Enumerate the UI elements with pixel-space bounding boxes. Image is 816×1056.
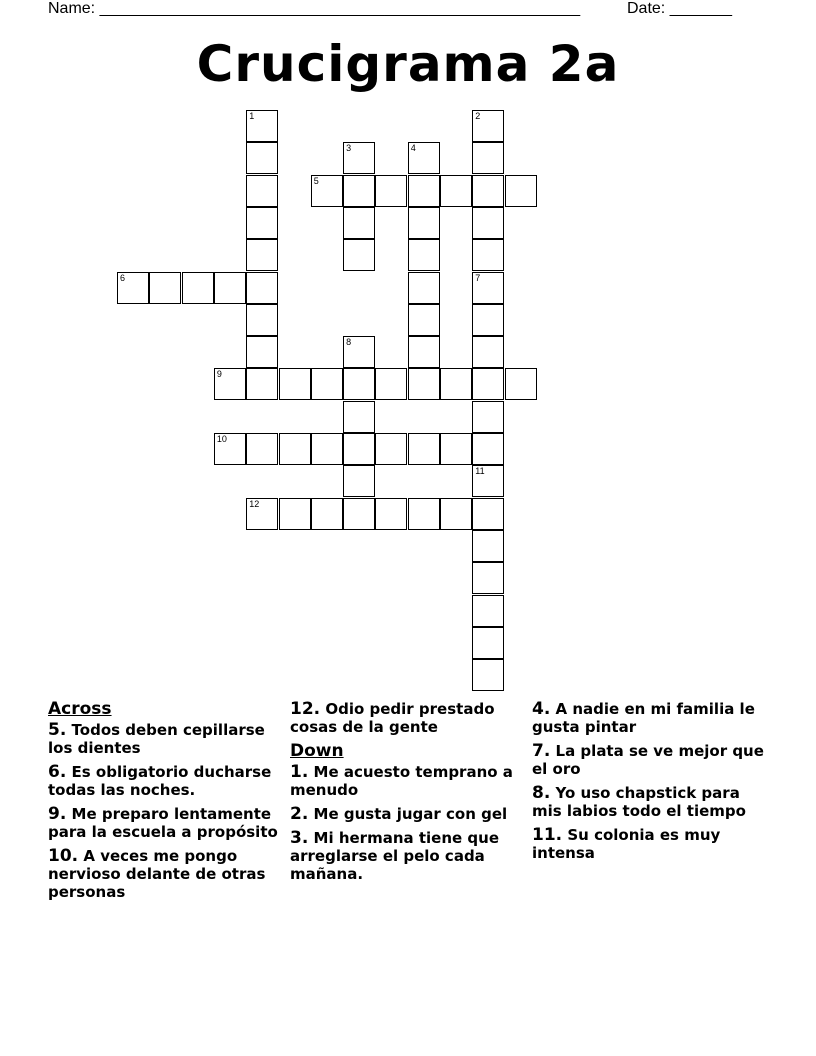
grid-cell[interactable]	[472, 142, 504, 174]
grid-cell[interactable]	[343, 368, 375, 400]
clue-down-4	[532, 700, 772, 736]
grid-cell[interactable]	[472, 659, 504, 691]
grid-cell[interactable]	[408, 498, 440, 530]
cell-number: 7	[475, 272, 481, 283]
clue-across-12	[290, 700, 530, 736]
puzzle-title: Crucigrama 2a	[196, 35, 620, 93]
cell-number: 1	[249, 111, 255, 121]
grid-cell[interactable]	[472, 175, 504, 207]
grid-cell[interactable]	[408, 304, 440, 336]
cell-number: 5	[313, 175, 319, 186]
grid-cell[interactable]	[279, 498, 311, 530]
cell-number: 2	[475, 111, 481, 121]
grid-cell[interactable]	[472, 239, 504, 271]
grid-cell[interactable]	[149, 272, 181, 304]
grid-cell[interactable]	[182, 272, 214, 304]
grid-cell[interactable]	[472, 433, 504, 465]
clue-column-1	[48, 700, 288, 907]
grid-cell[interactable]	[375, 433, 407, 465]
clue-text: Es obligatorio ducharse todas las noches.	[48, 763, 272, 799]
clue-column-3	[532, 700, 772, 868]
grid-cell[interactable]	[343, 336, 375, 368]
clue-text: La plata se ve mejor que el oro	[532, 742, 764, 778]
grid-cell[interactable]	[505, 368, 537, 400]
clue-number: 6.	[48, 762, 67, 782]
cell-number: 4	[410, 143, 416, 154]
grid-cell[interactable]	[246, 207, 278, 239]
grid-cell[interactable]	[246, 175, 278, 207]
grid-cell[interactable]	[246, 433, 278, 465]
clue-number: 8.	[532, 783, 551, 803]
clue-number: 3.	[290, 828, 309, 848]
grid-cell[interactable]	[311, 433, 343, 465]
cell-number: 8	[346, 337, 352, 348]
clue-across-10	[48, 847, 288, 901]
grid-cell[interactable]	[472, 465, 504, 497]
grid-cell[interactable]	[311, 175, 343, 207]
clue-text: A nadie en mi familia le gusta pintar	[532, 700, 755, 736]
grid-cell[interactable]	[472, 562, 504, 594]
grid-cell[interactable]	[246, 368, 278, 400]
cell-number: 3	[346, 143, 352, 154]
grid-cell[interactable]	[440, 368, 472, 400]
cell-number: 10	[216, 434, 227, 444]
grid-cell[interactable]	[214, 368, 246, 400]
clue-down-7	[532, 742, 772, 778]
clue-across-5	[48, 721, 288, 757]
clue-column-2	[290, 700, 530, 889]
grid-cell[interactable]	[472, 498, 504, 530]
grid-cell[interactable]	[246, 336, 278, 368]
grid-cell[interactable]	[343, 207, 375, 239]
grid-cell[interactable]	[246, 304, 278, 336]
grid-cell[interactable]	[343, 239, 375, 271]
grid-cell[interactable]	[408, 272, 440, 304]
grid-cell[interactable]	[279, 433, 311, 465]
clue-text: Yo uso chapstick para mis labios todo el tiempo	[532, 784, 746, 820]
clue-down-1	[290, 763, 530, 799]
clue-text: A veces me pongo nervioso delante de otras personas	[48, 847, 266, 901]
grid-cell[interactable]	[343, 433, 375, 465]
grid-cell[interactable]	[505, 175, 537, 207]
clue-text: Su colonia es muy intensa	[532, 826, 721, 862]
grid-cell[interactable]	[408, 142, 440, 174]
cell-number: 6	[120, 272, 126, 283]
clue-number: 1.	[290, 762, 309, 782]
grid-cell[interactable]	[214, 433, 246, 465]
clue-number: 11.	[532, 825, 563, 845]
grid-cell[interactable]	[246, 498, 278, 530]
grid-cell[interactable]	[311, 368, 343, 400]
grid-cell[interactable]	[246, 239, 278, 271]
grid-cell[interactable]	[343, 401, 375, 433]
grid-cell[interactable]	[408, 239, 440, 271]
grid-cell[interactable]	[408, 433, 440, 465]
across-heading: Across	[48, 699, 112, 719]
grid-cell[interactable]	[408, 336, 440, 368]
name-field-label: Name: ______________________________________________________	[48, 0, 581, 17]
grid-cell[interactable]	[117, 272, 149, 304]
grid-cell[interactable]	[311, 498, 343, 530]
clue-down-8	[532, 784, 772, 820]
clue-number: 9.	[48, 804, 67, 824]
cell-number: 9	[216, 369, 222, 380]
clue-number: 2.	[290, 804, 309, 824]
down-heading: Down	[290, 741, 344, 761]
grid-cell[interactable]	[408, 207, 440, 239]
grid-cell[interactable]	[343, 465, 375, 497]
clue-number: 10.	[48, 846, 79, 866]
grid-cell[interactable]	[472, 530, 504, 562]
clue-text: Mi hermana tiene que arreglarse el pelo cada mañana.	[290, 829, 499, 883]
clue-number: 12.	[290, 699, 321, 719]
clue-number: 5.	[48, 720, 67, 740]
grid-cell[interactable]	[472, 401, 504, 433]
grid-cell[interactable]	[472, 110, 504, 142]
grid-cell[interactable]	[246, 272, 278, 304]
grid-cell[interactable]	[472, 272, 504, 304]
grid-cell[interactable]	[440, 433, 472, 465]
grid-cell[interactable]	[408, 175, 440, 207]
grid-cell[interactable]	[440, 175, 472, 207]
clue-text: Odio pedir prestado cosas de la gente	[290, 700, 495, 736]
grid-cell[interactable]	[279, 368, 311, 400]
grid-cell[interactable]	[472, 336, 504, 368]
grid-cell[interactable]	[214, 272, 246, 304]
clue-number: 7.	[532, 741, 551, 761]
clue-text: Me acuesto temprano a menudo	[290, 763, 513, 799]
grid-cell[interactable]	[472, 304, 504, 336]
date-field-label: Date: _______	[627, 0, 732, 17]
grid-cell[interactable]	[375, 368, 407, 400]
grid-cell[interactable]	[246, 110, 278, 142]
grid-cell[interactable]	[472, 368, 504, 400]
clue-text: Todos deben cepillarse los dientes	[48, 721, 265, 757]
grid-cell[interactable]	[375, 498, 407, 530]
grid-cell[interactable]	[472, 627, 504, 659]
cell-number: 12	[249, 498, 260, 509]
clue-text: Me preparo lentamente para la escuela a propósito	[48, 805, 278, 841]
clue-down-11	[532, 826, 772, 862]
grid-cell[interactable]	[375, 175, 407, 207]
clue-down-2	[290, 805, 530, 823]
grid-cell[interactable]	[472, 207, 504, 239]
clue-number: 4.	[532, 699, 551, 719]
clue-across-9	[48, 805, 288, 841]
grid-cell[interactable]	[343, 142, 375, 174]
clue-down-3	[290, 829, 530, 883]
grid-cell[interactable]	[343, 498, 375, 530]
cell-number: 11	[475, 466, 485, 477]
grid-cell[interactable]	[472, 595, 504, 627]
grid-cell[interactable]	[246, 142, 278, 174]
clue-across-6	[48, 763, 288, 799]
grid-cell[interactable]	[440, 498, 472, 530]
clue-text: Me gusta jugar con gel	[313, 805, 508, 823]
grid-cell[interactable]	[343, 175, 375, 207]
grid-cell[interactable]	[408, 368, 440, 400]
